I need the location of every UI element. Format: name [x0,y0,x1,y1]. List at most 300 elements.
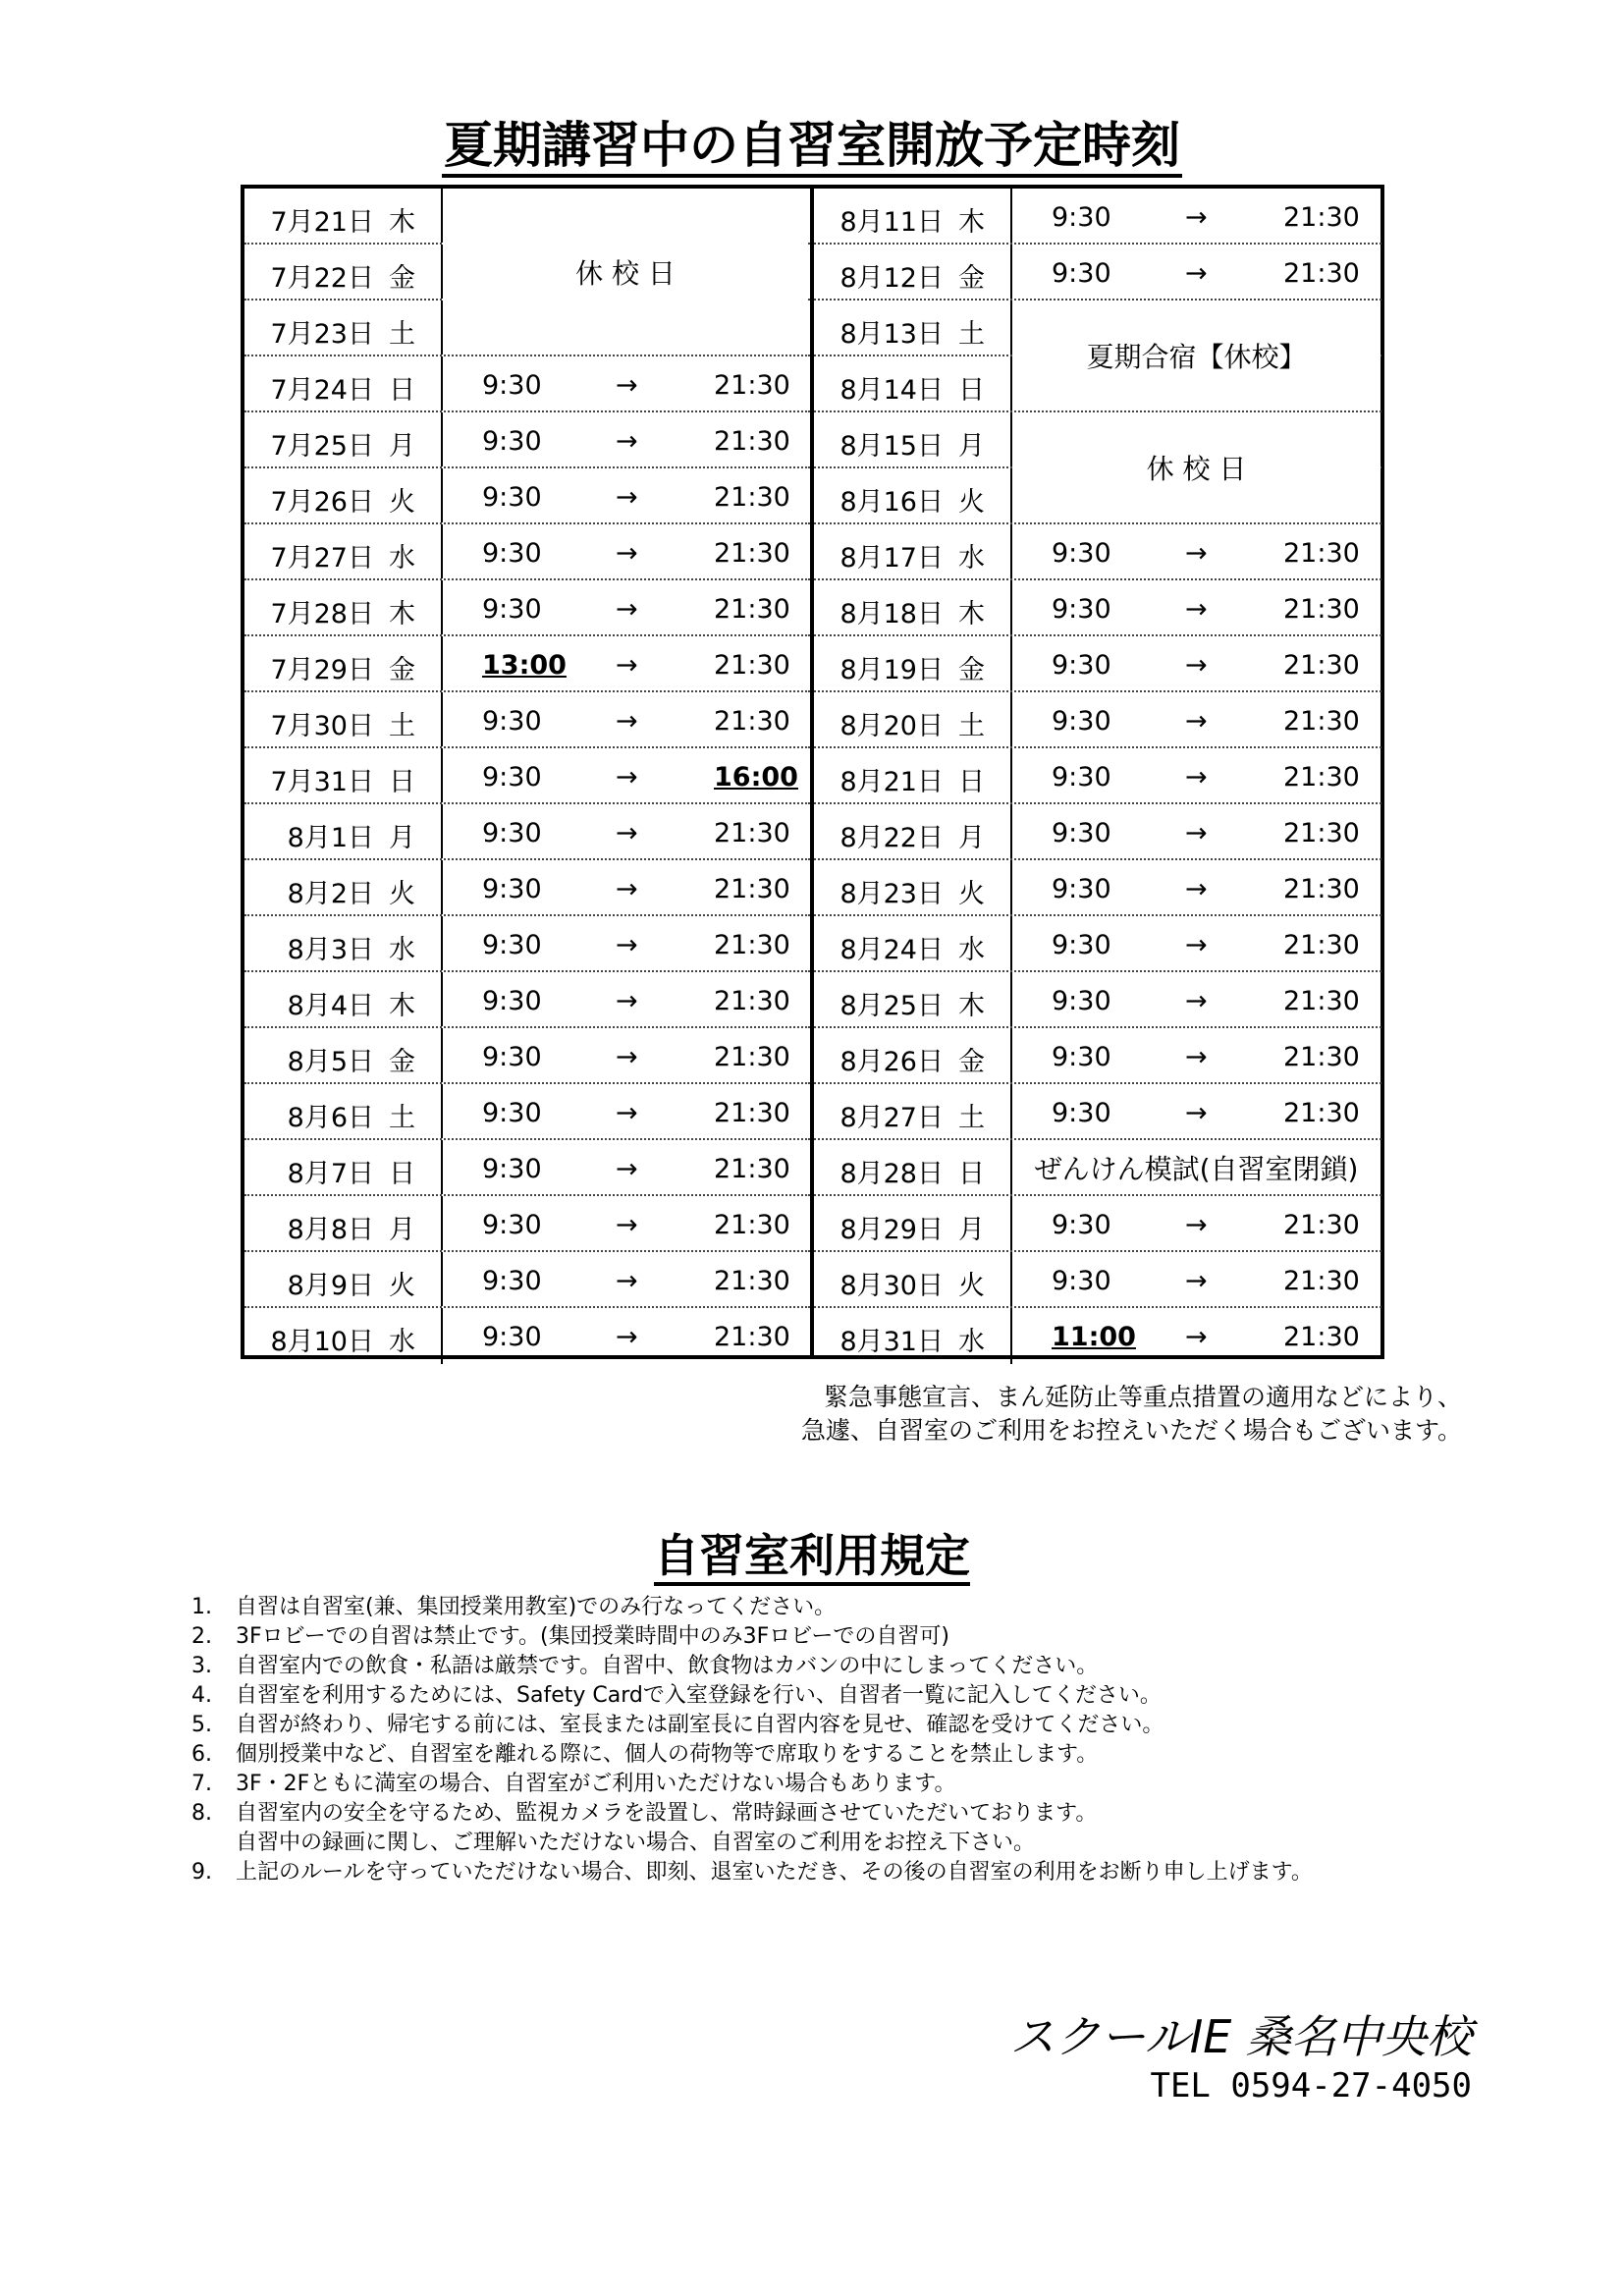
rules-title: 自習室利用規定 [0,1528,1624,1583]
date-cell [814,1084,999,1138]
date-cell [244,1028,429,1082]
rule-text: 3Fロビーでの自習は禁止です。(集団授業時間中のみ3Fロビーでの自習可) [236,1624,949,1649]
close-time: 21:30 [714,930,790,960]
weekday: 水 [958,1327,985,1357]
rule-item [191,1681,1313,1711]
date: 8月31日 [839,1327,944,1357]
open-time: 9:30 [1052,650,1111,681]
weekday: 土 [389,1103,415,1133]
date: 7月24日 [270,375,374,406]
cell-separator [441,468,443,522]
arrow-icon: → [1185,1210,1208,1240]
cell-separator [441,692,443,746]
arrow-icon: → [1185,762,1208,793]
notice [801,1381,1462,1448]
open-time: 9:30 [482,706,542,737]
cell-separator [441,412,443,466]
close-time: 21:30 [1283,650,1360,681]
date: 7月31日 [270,767,374,797]
date-cell [244,1196,429,1250]
weekday: 月 [389,1215,415,1245]
close-time: 21:30 [1283,538,1360,569]
schedule-row [814,692,1381,748]
cell-separator [1010,916,1012,970]
date: 8月9日 [287,1271,374,1301]
arrow-icon: → [1185,1098,1208,1128]
schedule-row [244,1028,810,1084]
schedule-row [244,1140,810,1196]
weekday: 水 [958,543,985,574]
weekday: 月 [958,1215,985,1245]
date: 8月20日 [839,711,944,741]
rule-text: 自習が終わり、帰宅する前には、室長または副室長に自習内容を見せ、確認を受けてください。 [236,1713,1164,1737]
cell-separator [441,860,443,914]
date-cell [244,468,429,522]
date-cell [244,1308,429,1364]
weekday: 木 [958,599,985,629]
close-time: 21:30 [714,818,790,848]
open-time: 9:30 [482,1042,542,1072]
cell-separator [441,804,443,858]
date-cell [244,1084,429,1138]
close-time: 21:30 [714,594,790,625]
close-time: 21:30 [714,1042,790,1072]
date: 7月25日 [270,431,374,462]
cell-separator [1010,1252,1012,1306]
cell-separator [441,580,443,634]
date: 8月25日 [839,991,944,1021]
weekday: 日 [389,375,415,406]
date-cell [244,580,429,634]
arrow-icon: → [616,762,638,793]
open-time: 11:00 [1052,1322,1136,1352]
close-time: 21:30 [714,1154,790,1184]
close-time: 21:30 [714,1322,790,1352]
arrow-icon: → [1185,986,1208,1016]
date: 8月12日 [839,263,944,294]
date: 7月22日 [270,263,374,294]
date-cell [814,245,999,299]
close-time: 21:30 [714,1098,790,1128]
date-cell [244,860,429,914]
schedule-row [244,1252,810,1308]
weekday: 火 [958,1271,985,1301]
open-time: 13:00 [482,650,567,681]
arrow-icon: → [1185,1266,1208,1296]
closed-day-cell: 休 校 日 [443,189,808,355]
rule-number: 4. [191,1683,212,1708]
rule-number: 9. [191,1860,212,1885]
date-cell [814,468,999,522]
weekday: 木 [389,991,415,1021]
arrow-icon: → [616,1266,638,1296]
arrow-icon: → [1185,258,1208,289]
open-time: 9:30 [482,1322,542,1352]
date-cell [814,189,999,243]
weekday: 火 [958,879,985,909]
cell-separator [441,1028,443,1082]
date-cell [244,189,429,243]
cell-separator [441,1084,443,1138]
arrow-icon: → [1185,1322,1208,1352]
open-time: 9:30 [1052,762,1111,793]
schedule-table [241,185,1384,1359]
weekday: 日 [389,767,415,797]
arrow-icon: → [616,1210,638,1240]
date-cell [814,804,999,858]
weekday: 月 [389,431,415,462]
open-time: 9:30 [1052,538,1111,569]
date-cell [814,412,999,466]
close-time: 21:30 [1283,874,1360,904]
date: 8月26日 [839,1047,944,1077]
close-time: 16:00 [714,762,798,793]
arrow-icon: → [1185,930,1208,960]
weekday: 水 [389,935,415,965]
schedule-row [244,1084,810,1140]
date-cell [244,245,429,299]
date-cell [244,301,429,355]
open-time: 9:30 [1052,1210,1111,1240]
cell-separator [1010,1084,1012,1138]
cell-separator [441,748,443,802]
rule-item [191,1593,1313,1622]
weekday: 火 [389,487,415,518]
date: 8月22日 [839,823,944,853]
weekday: 火 [389,1271,415,1301]
open-time: 9:30 [1052,1042,1111,1072]
date-cell [814,1028,999,1082]
close-time: 21:30 [1283,202,1360,233]
date-cell [814,524,999,578]
schedule-row [814,972,1381,1028]
weekday: 土 [958,711,985,741]
open-time: 9:30 [1052,202,1111,233]
rule-number: 8. [191,1801,212,1826]
date: 8月19日 [839,655,944,685]
schedule-row [244,356,810,412]
weekday: 火 [958,487,985,518]
cell-separator [441,524,443,578]
close-time: 21:30 [1283,1042,1360,1072]
arrow-icon: → [616,706,638,737]
rule-number: 1. [191,1595,212,1619]
schedule-row [814,524,1381,580]
date-cell [814,748,999,802]
open-time: 9:30 [1052,594,1111,625]
weekday: 金 [958,655,985,685]
schedule-row [244,972,810,1028]
date-cell [244,692,429,746]
cell-separator [1010,1308,1012,1364]
date-cell [244,916,429,970]
rule-number: 3. [191,1654,212,1678]
cell-separator [1010,1028,1012,1082]
date: 7月26日 [270,487,374,518]
weekday: 木 [389,599,415,629]
date: 7月28日 [270,599,374,629]
open-time: 9:30 [1052,930,1111,960]
arrow-icon: → [616,1154,638,1184]
cell-separator [441,636,443,690]
close-time: 21:30 [714,1210,790,1240]
school-name: スクールIE 桑名中央校 [1009,2010,1472,2063]
close-time: 21:30 [714,986,790,1016]
weekday: 土 [958,319,985,350]
schedule-row [244,804,810,860]
schedule-row [244,468,810,524]
date: 8月18日 [839,599,944,629]
schedule-row [244,580,810,636]
open-time: 9:30 [482,1266,542,1296]
arrow-icon: → [616,874,638,904]
date-cell [814,636,999,690]
date-cell [244,524,429,578]
arrow-icon: → [616,370,638,401]
open-time: 9:30 [1052,1098,1111,1128]
schedule-row [814,804,1381,860]
date: 8月16日 [839,487,944,518]
date-cell [244,356,429,410]
date: 8月11日 [839,207,944,238]
cell-separator [1010,524,1012,578]
schedule-row [244,860,810,916]
rule-text: 自習室内での飲食・私語は厳禁です。自習中、飲食物はカバンの中にしまってください。 [236,1654,1099,1678]
arrow-icon: → [1185,650,1208,681]
date: 8月7日 [287,1159,374,1189]
cell-separator [1010,1196,1012,1250]
weekday: 日 [958,1159,985,1189]
mock-exam-cell: ぜんけん模試(自習室閉鎖) [1012,1140,1380,1194]
date-cell [814,1252,999,1306]
date-cell [814,692,999,746]
date-cell [814,1140,999,1194]
date: 7月27日 [270,543,374,574]
close-time: 21:30 [714,1266,790,1296]
open-time: 9:30 [482,1154,542,1184]
date-cell [244,972,429,1026]
open-time: 9:30 [482,1098,542,1128]
arrow-icon: → [616,538,638,569]
date-cell [814,860,999,914]
open-time: 9:30 [1052,874,1111,904]
schedule-row [814,1308,1381,1364]
rule-text: 個別授業中など、自習室を離れる際に、個人の荷物等で席取りをすることを禁止します。 [236,1742,1099,1767]
summer-camp-cell: 夏期合宿【休校】 [1012,301,1380,410]
weekday: 水 [389,543,415,574]
date: 8月27日 [839,1103,944,1133]
date: 8月24日 [839,935,944,965]
rule-number: 2. [191,1624,212,1649]
date-cell [244,1252,429,1306]
date-cell [814,580,999,634]
cell-separator [1010,580,1012,634]
weekday: 金 [389,1047,415,1077]
arrow-icon: → [616,482,638,513]
close-time: 21:30 [1283,1322,1360,1352]
schedule-row [814,636,1381,692]
date: 7月21日 [270,207,374,238]
rule-text: 自習中の録画に関し、ご理解いただけない場合、自習室のご利用をお控え下さい。 [236,1831,1036,1855]
cell-separator [1010,636,1012,690]
arrow-icon: → [1185,1042,1208,1072]
date: 8月29日 [839,1215,944,1245]
open-time: 9:30 [482,370,542,401]
date-cell [244,636,429,690]
weekday: 金 [389,655,415,685]
close-time: 21:30 [1283,930,1360,960]
date-cell [814,972,999,1026]
date: 8月3日 [287,935,374,965]
open-time: 9:30 [1052,986,1111,1016]
schedule-row [244,524,810,580]
cell-separator [1010,748,1012,802]
open-time: 9:30 [1052,258,1111,289]
open-time: 9:30 [482,818,542,848]
weekday: 金 [389,263,415,294]
rules-list [191,1593,1313,1887]
cell-separator [1010,972,1012,1026]
date-cell [244,804,429,858]
weekday: 火 [389,879,415,909]
rule-item [191,1799,1313,1829]
arrow-icon: → [1185,874,1208,904]
date: 8月14日 [839,375,944,406]
close-time: 21:30 [1283,1210,1360,1240]
weekday: 土 [389,319,415,350]
date: 8月4日 [287,991,374,1021]
weekday: 金 [958,263,985,294]
rule-number: 6. [191,1742,212,1767]
date: 8月30日 [839,1271,944,1301]
weekday: 木 [958,207,985,238]
cell-separator [1010,189,1012,243]
date: 8月6日 [287,1103,374,1133]
schedule-row [244,748,810,804]
open-time: 9:30 [482,426,542,457]
date-cell [814,1308,999,1364]
arrow-icon: → [616,650,638,681]
weekday: 月 [958,431,985,462]
close-time: 21:30 [714,538,790,569]
schedule-row [244,636,810,692]
rule-item [191,1858,1313,1887]
close-time: 21:30 [714,874,790,904]
close-time: 21:30 [1283,818,1360,848]
cell-separator [441,1252,443,1306]
close-time: 21:30 [1283,594,1360,625]
cell-separator [441,1196,443,1250]
open-time: 9:30 [482,930,542,960]
close-time: 21:30 [1283,986,1360,1016]
open-time: 9:30 [482,762,542,793]
close-time: 21:30 [1283,706,1360,737]
schedule-row [244,1308,810,1364]
notice-line-1: 緊急事態宣言、まん延防止等重点措置の適用などにより、 [823,1383,1462,1411]
close-time: 21:30 [714,426,790,457]
date: 8月28日 [839,1159,944,1189]
schedule-row [814,916,1381,972]
open-time: 9:30 [1052,706,1111,737]
open-time: 9:30 [482,538,542,569]
schedule-row [814,1196,1381,1252]
arrow-icon: → [616,986,638,1016]
closed-day-cell: 休 校 日 [1012,412,1380,522]
schedule-row [814,245,1381,301]
arrow-icon: → [616,818,638,848]
schedule-row [814,860,1381,916]
arrow-icon: → [616,594,638,625]
weekday: 土 [958,1103,985,1133]
date-cell [814,301,999,355]
weekday: 水 [958,935,985,965]
cell-separator [441,972,443,1026]
schedule-title: 夏期講習中の自習室開放予定時刻 [0,116,1624,175]
schedule-row [814,1252,1381,1308]
date-cell [814,1196,999,1250]
date: 8月2日 [287,879,374,909]
open-time: 9:30 [1052,1266,1111,1296]
cell-separator [441,1308,443,1364]
date-cell [244,748,429,802]
arrow-icon: → [616,1042,638,1072]
open-time: 9:30 [482,1210,542,1240]
rule-number: 5. [191,1713,212,1737]
arrow-icon: → [616,426,638,457]
weekday: 木 [389,207,415,238]
date: 7月29日 [270,655,374,685]
cell-separator [441,1140,443,1194]
open-time: 9:30 [482,986,542,1016]
weekday: 日 [958,375,985,406]
date: 8月17日 [839,543,944,574]
schedule-row [814,1028,1381,1084]
open-time: 9:30 [482,594,542,625]
rule-item [191,1829,1313,1858]
open-time: 9:30 [1052,818,1111,848]
schedule-row [244,916,810,972]
date-cell [814,916,999,970]
cell-separator [441,356,443,410]
date: 8月13日 [839,319,944,350]
rule-text: 3F・2Fともに満室の場合、自習室がご利用いただけない場合もあります。 [236,1772,956,1796]
cell-separator [1010,692,1012,746]
cell-separator [1010,804,1012,858]
close-time: 21:30 [714,706,790,737]
date: 7月23日 [270,319,374,350]
arrow-icon: → [616,1098,638,1128]
date: 8月1日 [287,823,374,853]
date: 8月10日 [270,1327,374,1357]
rule-text: 自習室内の安全を守るため、監視カメラを設置し、常時録画させていただいております。 [236,1801,1098,1826]
notice-line-2: 急遽、自習室のご利用をお控えいただく場合もございます。 [800,1416,1462,1445]
rule-item [191,1711,1313,1740]
arrow-icon: → [1185,818,1208,848]
schedule-row [814,748,1381,804]
close-time: 21:30 [1283,1098,1360,1128]
arrow-icon: → [1185,538,1208,569]
weekday: 月 [958,823,985,853]
rule-item [191,1770,1313,1799]
close-time: 21:30 [1283,762,1360,793]
date: 8月21日 [839,767,944,797]
rule-item [191,1622,1313,1652]
arrow-icon: → [616,1322,638,1352]
close-time: 21:30 [714,650,790,681]
weekday: 木 [958,991,985,1021]
schedule-row [244,692,810,748]
close-time: 21:30 [1283,258,1360,289]
